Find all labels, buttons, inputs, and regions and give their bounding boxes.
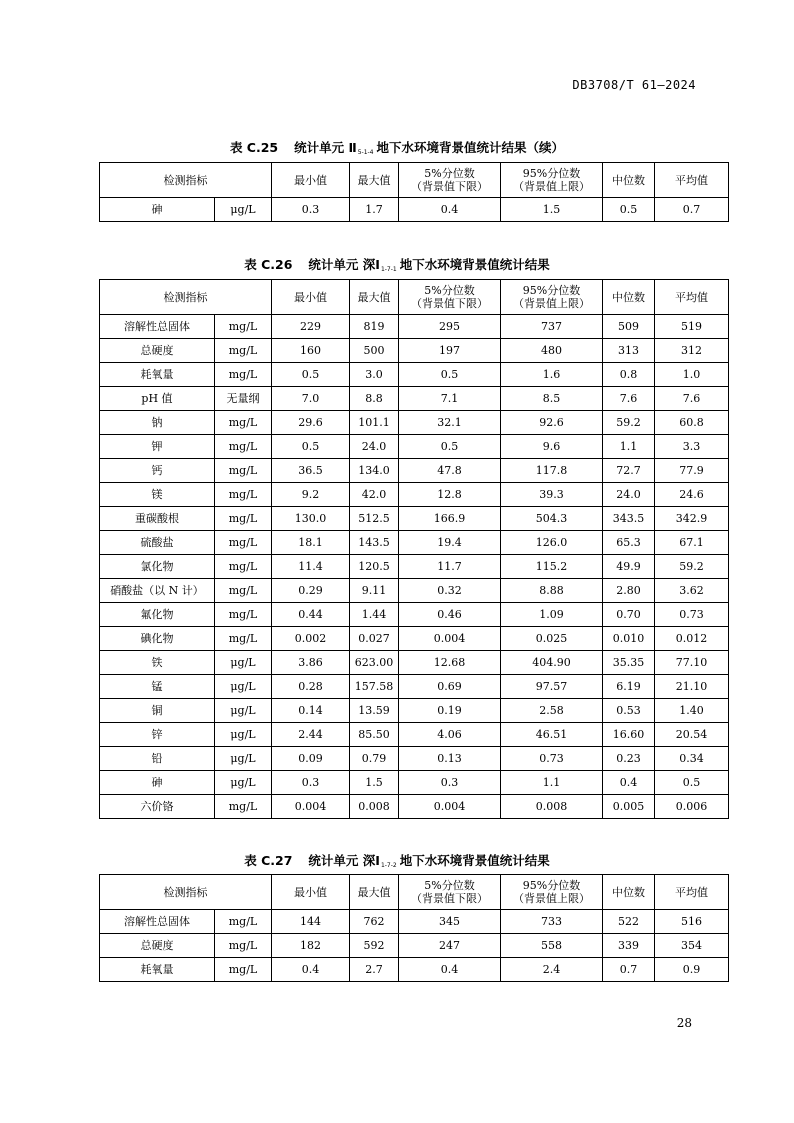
mean-cell: 60.8 [655,411,729,435]
header-mean: 平均值 [655,875,729,910]
mean-cell: 0.7 [655,198,729,222]
header-min: 最小值 [272,875,350,910]
mean-cell: 0.34 [655,747,729,771]
mean-cell: 354 [655,934,729,958]
table-row [100,651,729,675]
indicator-name-cell: 铜 [100,699,215,723]
min-cell: 0.09 [272,747,350,771]
max-cell: 1.7 [350,198,399,222]
header-indicator: 检测指标 [100,280,272,315]
p95-cell: 0.008 [501,795,603,819]
mean-cell: 516 [655,910,729,934]
median-cell: 0.70 [603,603,655,627]
mean-cell: 59.2 [655,555,729,579]
header-max: 最大值 [350,280,399,315]
min-cell: 0.002 [272,627,350,651]
p95-cell: 0.73 [501,747,603,771]
max-cell: 24.0 [350,435,399,459]
mean-cell: 519 [655,315,729,339]
p5-cell: 12.68 [399,651,501,675]
p5-cell: 0.3 [399,771,501,795]
p5-cell: 0.5 [399,435,501,459]
median-cell: 7.6 [603,387,655,411]
unit-cell: μg/L [215,198,272,222]
header-p5-line1: 5%分位数 [424,284,475,297]
header-p95 [501,163,603,198]
p95-cell: 0.025 [501,627,603,651]
table-row [100,531,729,555]
indicator-name-cell: 钙 [100,459,215,483]
min-cell: 18.1 [272,531,350,555]
min-cell: 182 [272,934,350,958]
max-cell: 0.79 [350,747,399,771]
table-row [100,363,729,387]
unit-cell: mg/L [215,579,272,603]
table-row [100,483,729,507]
min-cell: 160 [272,339,350,363]
median-cell: 35.35 [603,651,655,675]
p95-cell: 2.58 [501,699,603,723]
table-c27-title-pre: 统计单元 深Ⅰ [308,853,380,868]
table-c27-title [0,851,794,869]
table-row [100,747,729,771]
unit-cell: mg/L [215,910,272,934]
document-code: DB3708/T 61—2024 [572,78,696,92]
max-cell: 134.0 [350,459,399,483]
mean-cell: 0.5 [655,771,729,795]
p95-cell: 733 [501,910,603,934]
header-mean: 平均值 [655,280,729,315]
median-cell: 0.005 [603,795,655,819]
p5-cell: 0.13 [399,747,501,771]
median-cell: 0.5 [603,198,655,222]
header-max: 最大值 [350,875,399,910]
header-p5-line2: （背景值下限） [411,180,488,193]
table-row [100,699,729,723]
table-row [100,603,729,627]
header-p5 [399,280,501,315]
table-row [100,339,729,363]
p95-cell: 404.90 [501,651,603,675]
header-mean: 平均值 [655,163,729,198]
header-p5 [399,875,501,910]
page-number: 28 [676,1016,692,1030]
header-p95-line2: （背景值上限） [513,180,590,193]
unit-cell: mg/L [215,411,272,435]
table-c25-label: 表 C.25 [229,140,279,155]
indicator-name-cell: 铁 [100,651,215,675]
median-cell: 313 [603,339,655,363]
p5-cell: 11.7 [399,555,501,579]
p95-cell: 117.8 [501,459,603,483]
mean-cell: 21.10 [655,675,729,699]
indicator-name-cell: 锰 [100,675,215,699]
unit-cell: μg/L [215,675,272,699]
p5-cell: 0.004 [399,795,501,819]
table-c26-subscript: 1-7-1 [380,266,397,273]
max-cell: 157.58 [350,675,399,699]
min-cell: 7.0 [272,387,350,411]
median-cell: 509 [603,315,655,339]
mean-cell: 77.10 [655,651,729,675]
min-cell: 0.3 [272,198,350,222]
indicator-name-cell: 耗氧量 [100,363,215,387]
p95-cell: 8.88 [501,579,603,603]
table-header-row [100,875,729,910]
p95-cell: 2.4 [501,958,603,982]
table-row [100,771,729,795]
p5-cell: 0.19 [399,699,501,723]
max-cell: 1.5 [350,771,399,795]
header-min: 最小值 [272,280,350,315]
unit-cell: mg/L [215,363,272,387]
header-p95-line2: （背景值上限） [513,297,590,310]
median-cell: 65.3 [603,531,655,555]
table-c26-title-pre: 统计单元 深Ⅰ [308,257,380,272]
indicator-name-cell: 氯化物 [100,555,215,579]
unit-cell: mg/L [215,435,272,459]
p5-cell: 295 [399,315,501,339]
p95-cell: 9.6 [501,435,603,459]
min-cell: 0.29 [272,579,350,603]
table-row [100,958,729,982]
max-cell: 143.5 [350,531,399,555]
max-cell: 3.0 [350,363,399,387]
indicator-name-cell: 溶解性总固体 [100,910,215,934]
p5-cell: 0.4 [399,198,501,222]
table-row [100,795,729,819]
median-cell: 0.7 [603,958,655,982]
table-c27 [99,874,729,982]
mean-cell: 0.73 [655,603,729,627]
unit-cell: mg/L [215,483,272,507]
median-cell: 0.4 [603,771,655,795]
indicator-name-cell: 砷 [100,771,215,795]
mean-cell: 77.9 [655,459,729,483]
p95-cell: 46.51 [501,723,603,747]
p5-cell: 247 [399,934,501,958]
table-c25 [99,162,729,222]
header-p5-line2: （背景值下限） [411,297,488,310]
mean-cell: 0.012 [655,627,729,651]
p5-cell: 32.1 [399,411,501,435]
p95-cell: 558 [501,934,603,958]
table-row [100,627,729,651]
p5-cell: 166.9 [399,507,501,531]
mean-cell: 20.54 [655,723,729,747]
p5-cell: 345 [399,910,501,934]
median-cell: 1.1 [603,435,655,459]
header-p95-line1: 95%分位数 [522,284,581,297]
unit-cell: mg/L [215,531,272,555]
table-c27-label: 表 C.27 [244,853,293,868]
min-cell: 0.5 [272,435,350,459]
table-row [100,507,729,531]
median-cell: 0.23 [603,747,655,771]
p5-cell: 19.4 [399,531,501,555]
mean-cell: 0.006 [655,795,729,819]
unit-cell: mg/L [215,627,272,651]
p5-cell: 0.004 [399,627,501,651]
max-cell: 42.0 [350,483,399,507]
p95-cell: 39.3 [501,483,603,507]
max-cell: 819 [350,315,399,339]
header-p5 [399,163,501,198]
header-p95 [501,280,603,315]
min-cell: 3.86 [272,651,350,675]
p95-cell: 480 [501,339,603,363]
min-cell: 0.4 [272,958,350,982]
header-p5-line1: 5%分位数 [424,879,475,892]
table-row [100,675,729,699]
table-c25-title [0,138,794,156]
p5-cell: 12.8 [399,483,501,507]
max-cell: 85.50 [350,723,399,747]
p95-cell: 1.6 [501,363,603,387]
table-row [100,387,729,411]
table-c26-title-post: 地下水环境背景值统计结果 [399,257,550,272]
header-p95-line1: 95%分位数 [522,879,581,892]
max-cell: 8.8 [350,387,399,411]
p95-cell: 8.5 [501,387,603,411]
table-row [100,579,729,603]
p95-cell: 504.3 [501,507,603,531]
p95-cell: 92.6 [501,411,603,435]
header-p5-line1: 5%分位数 [424,167,475,180]
max-cell: 120.5 [350,555,399,579]
max-cell: 592 [350,934,399,958]
p95-cell: 115.2 [501,555,603,579]
indicator-name-cell: 六价铬 [100,795,215,819]
min-cell: 11.4 [272,555,350,579]
unit-cell: mg/L [215,958,272,982]
indicator-name-cell: 钾 [100,435,215,459]
indicator-name-cell: 耗氧量 [100,958,215,982]
unit-cell: mg/L [215,459,272,483]
max-cell: 500 [350,339,399,363]
indicator-name-cell: 总硬度 [100,339,215,363]
unit-cell: mg/L [215,339,272,363]
mean-cell: 1.0 [655,363,729,387]
min-cell: 0.004 [272,795,350,819]
indicator-name-cell: 砷 [100,198,215,222]
median-cell: 16.60 [603,723,655,747]
header-p95-line1: 95%分位数 [522,167,581,180]
mean-cell: 3.62 [655,579,729,603]
median-cell: 0.8 [603,363,655,387]
max-cell: 101.1 [350,411,399,435]
indicator-name-cell: 重碳酸根 [100,507,215,531]
unit-cell: mg/L [215,315,272,339]
p95-cell: 1.09 [501,603,603,627]
unit-cell: μg/L [215,771,272,795]
table-row [100,198,729,222]
unit-cell: μg/L [215,699,272,723]
indicator-name-cell: 硫酸盐 [100,531,215,555]
median-cell: 339 [603,934,655,958]
indicator-name-cell: 镁 [100,483,215,507]
header-p95-line2: （背景值上限） [513,892,590,905]
p5-cell: 4.06 [399,723,501,747]
p5-cell: 7.1 [399,387,501,411]
median-cell: 0.010 [603,627,655,651]
min-cell: 229 [272,315,350,339]
mean-cell: 7.6 [655,387,729,411]
header-min: 最小值 [272,163,350,198]
unit-cell: mg/L [215,603,272,627]
p95-cell: 1.1 [501,771,603,795]
table-row [100,411,729,435]
p95-cell: 97.57 [501,675,603,699]
min-cell: 0.5 [272,363,350,387]
table-c25-subscript: 5-1-4 [357,149,374,156]
mean-cell: 312 [655,339,729,363]
unit-cell: μg/L [215,651,272,675]
indicator-name-cell: 总硬度 [100,934,215,958]
max-cell: 0.008 [350,795,399,819]
median-cell: 59.2 [603,411,655,435]
unit-cell: mg/L [215,934,272,958]
mean-cell: 67.1 [655,531,729,555]
unit-cell: μg/L [215,723,272,747]
median-cell: 72.7 [603,459,655,483]
header-median: 中位数 [603,163,655,198]
table-c25-title-pre: 统计单元 Ⅱ [294,140,357,155]
table-c27-subscript: 1-7-2 [380,862,397,869]
mean-cell: 0.9 [655,958,729,982]
table-c27-title-post: 地下水环境背景值统计结果 [399,853,550,868]
indicator-name-cell: pH 值 [100,387,215,411]
max-cell: 1.44 [350,603,399,627]
table-row [100,459,729,483]
unit-cell: 无量纲 [215,387,272,411]
unit-cell: mg/L [215,507,272,531]
indicator-name-cell: 锌 [100,723,215,747]
mean-cell: 3.3 [655,435,729,459]
min-cell: 144 [272,910,350,934]
min-cell: 0.14 [272,699,350,723]
table-row [100,723,729,747]
table-row [100,934,729,958]
max-cell: 0.027 [350,627,399,651]
indicator-name-cell: 溶解性总固体 [100,315,215,339]
table-row [100,555,729,579]
table-c25-title-post: 地下水环境背景值统计结果（续） [376,140,565,155]
p5-cell: 0.46 [399,603,501,627]
median-cell: 49.9 [603,555,655,579]
min-cell: 9.2 [272,483,350,507]
table-row [100,315,729,339]
min-cell: 36.5 [272,459,350,483]
mean-cell: 342.9 [655,507,729,531]
median-cell: 6.19 [603,675,655,699]
max-cell: 623.00 [350,651,399,675]
table-row [100,435,729,459]
max-cell: 13.59 [350,699,399,723]
unit-cell: mg/L [215,795,272,819]
max-cell: 2.7 [350,958,399,982]
median-cell: 343.5 [603,507,655,531]
p95-cell: 1.5 [501,198,603,222]
header-p5-line2: （背景值下限） [411,892,488,905]
min-cell: 130.0 [272,507,350,531]
p5-cell: 0.4 [399,958,501,982]
unit-cell: mg/L [215,555,272,579]
header-indicator: 检测指标 [100,163,272,198]
max-cell: 512.5 [350,507,399,531]
median-cell: 2.80 [603,579,655,603]
header-indicator: 检测指标 [100,875,272,910]
min-cell: 0.28 [272,675,350,699]
median-cell: 522 [603,910,655,934]
indicator-name-cell: 钠 [100,411,215,435]
min-cell: 0.44 [272,603,350,627]
header-p95 [501,875,603,910]
indicator-name-cell: 铅 [100,747,215,771]
header-median: 中位数 [603,280,655,315]
table-c26-title [0,255,794,273]
min-cell: 29.6 [272,411,350,435]
table-header-row [100,280,729,315]
table-c26-label: 表 C.26 [244,257,293,272]
min-cell: 2.44 [272,723,350,747]
table-header-row [100,163,729,198]
p5-cell: 0.69 [399,675,501,699]
p5-cell: 47.8 [399,459,501,483]
p5-cell: 0.5 [399,363,501,387]
max-cell: 9.11 [350,579,399,603]
mean-cell: 24.6 [655,483,729,507]
indicator-name-cell: 碘化物 [100,627,215,651]
p95-cell: 737 [501,315,603,339]
header-median: 中位数 [603,875,655,910]
p95-cell: 126.0 [501,531,603,555]
mean-cell: 1.40 [655,699,729,723]
max-cell: 762 [350,910,399,934]
p5-cell: 197 [399,339,501,363]
median-cell: 0.53 [603,699,655,723]
median-cell: 24.0 [603,483,655,507]
indicator-name-cell: 硝酸盐（以 N 计） [100,579,215,603]
table-row [100,910,729,934]
table-c26 [99,279,729,819]
unit-cell: μg/L [215,747,272,771]
min-cell: 0.3 [272,771,350,795]
header-max: 最大值 [350,163,399,198]
indicator-name-cell: 氟化物 [100,603,215,627]
p5-cell: 0.32 [399,579,501,603]
